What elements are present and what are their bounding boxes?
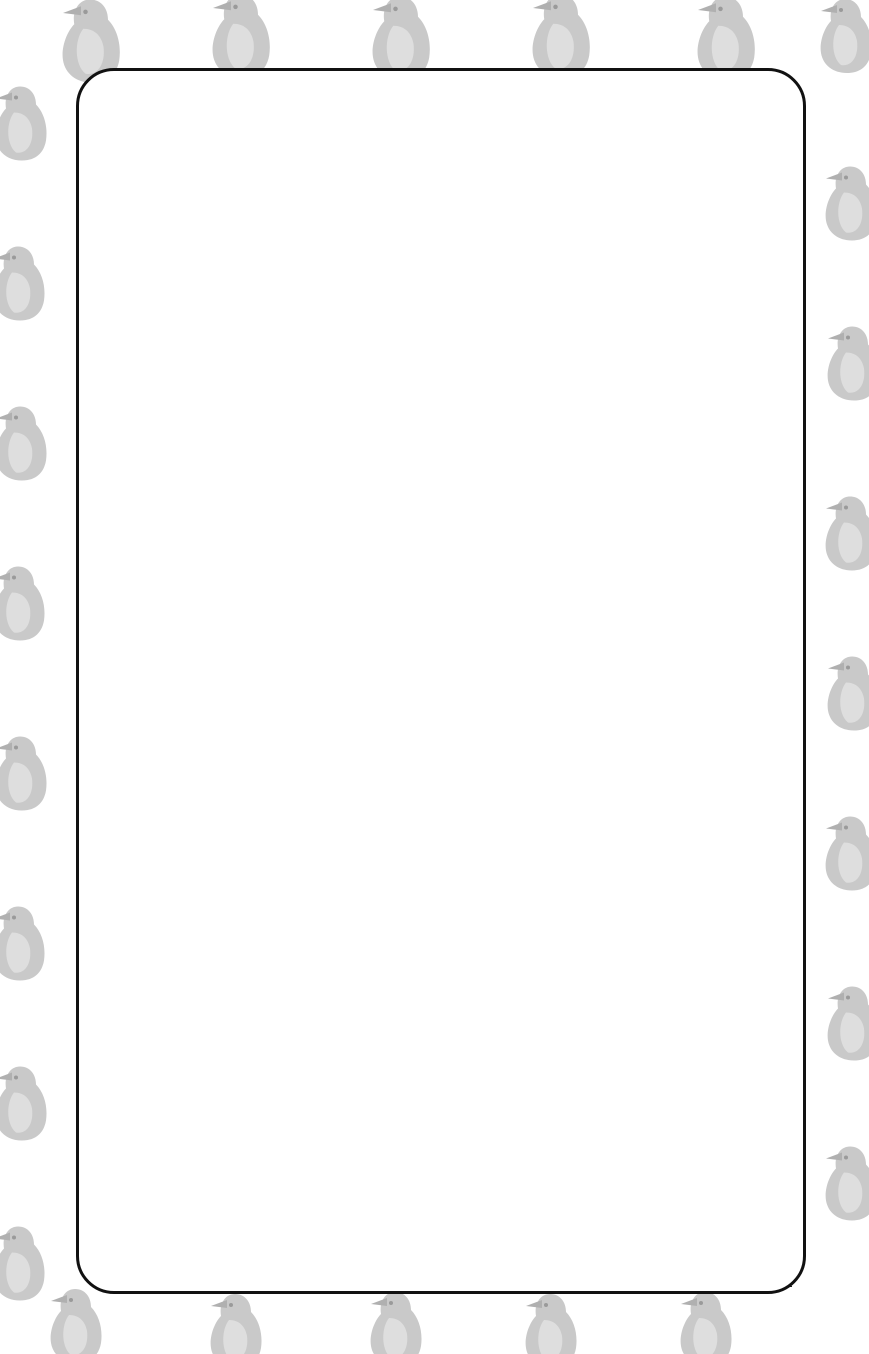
- content-panel: [76, 68, 806, 1294]
